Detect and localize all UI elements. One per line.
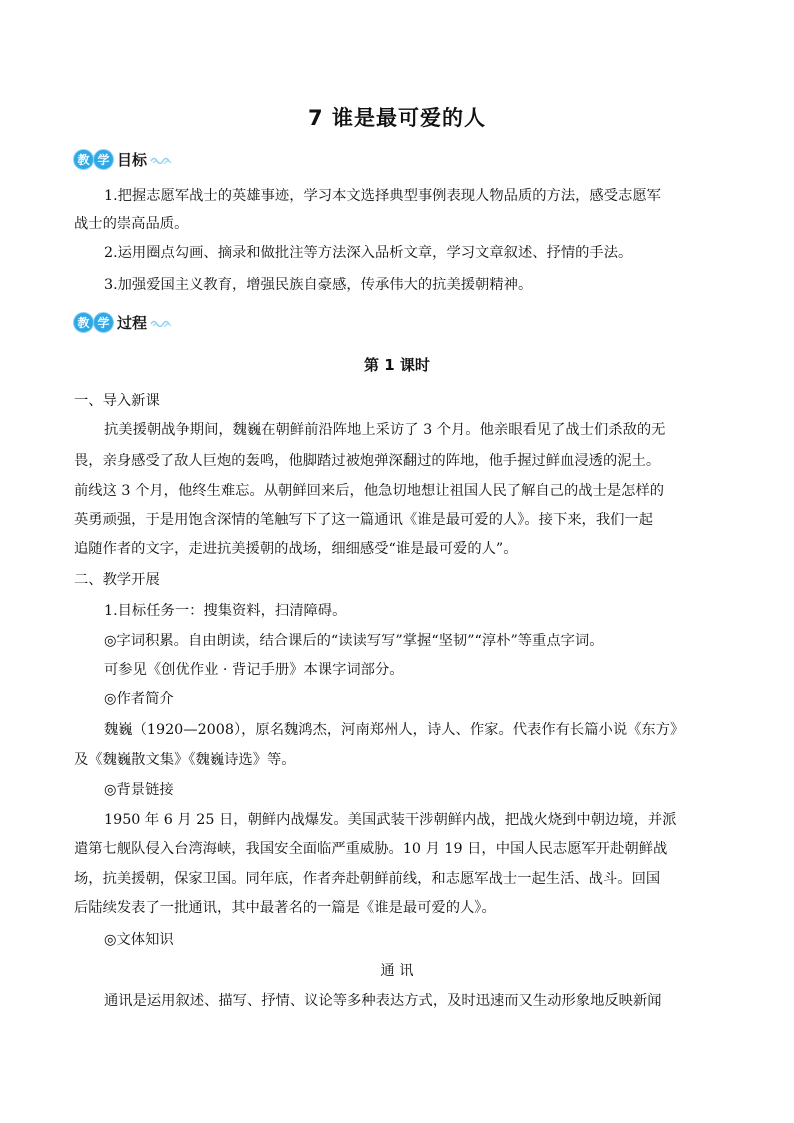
intro-line: 前线这 3 个月，他终生难忘。从朝鲜回来后，他急切地想让祖国人民了解自己的战士是怎样的: [74, 483, 665, 499]
page-title: 7 谁是最可爱的人: [308, 106, 486, 130]
goal-line: 1.把握志愿军战士的英雄事迹，学习本文选择典型事例表现人物品质的方法，感受志愿军: [104, 188, 661, 204]
background-line: 场，抗美援朝，保家卫国。同年底，作者奔赴朝鲜前线，和志愿军战士一起生活、战斗。回国: [74, 871, 661, 887]
wave-decoration-icon: [150, 317, 172, 327]
goal-line: 2.运用圈点勾画、摘录和做批注等方法深入品析文章，学习文章叙述、抒情的手法。: [104, 245, 633, 261]
wave-decoration-icon: [150, 154, 172, 164]
background-line: 遣第七舰队侵入台湾海峡，我国安全面临严重威胁。10 月 19 日，中国人民志愿军开赴朝鲜战: [74, 841, 668, 857]
author-line: 及《魏巍散文集》《魏巍诗选》等。: [74, 752, 296, 768]
background-heading: ◎背景链接: [104, 782, 174, 798]
section-badge: 教 学: [74, 150, 114, 169]
intro-line: 抗美援朝战争期间，魏巍在朝鲜前沿阵地上采访了 3 个月。他亲眼看见了战士们杀敌的无: [104, 422, 666, 438]
intro-line: 畏，亲身感受了敌人巨炮的轰鸣，他脚踏过被炮弹深翻过的阵地，他手握过鲜血浸透的泥土。: [74, 453, 661, 469]
author-heading: ◎作者简介: [104, 691, 174, 707]
section-label: 目标: [117, 150, 148, 169]
part-heading: 二、教学开展: [74, 572, 160, 588]
part-heading: 一、导入新课: [74, 393, 160, 409]
section-label: 过程: [117, 313, 148, 332]
intro-line: 追随作者的文字，走进抗美援朝的战场，细细感受“谁是最可爱的人”。: [74, 541, 518, 557]
genre-heading: ◎文体知识: [104, 932, 174, 948]
vocab-line: ◎字词积累。自由朗读，结合课后的“读读写写”掌握“坚韧”“淳朴”等重点字词。: [104, 633, 604, 649]
goal-line: 3.加强爱国主义教育，增强民族自豪感，传承伟大的抗美援朝精神。: [104, 277, 533, 293]
intro-line: 英勇顽强，于是用饱含深情的笔触写下了这一篇通讯《谁是最可爱的人》。接下来，我们一起: [74, 512, 654, 528]
background-line: 1950 年 6 月 25 日，朝鲜内战爆发。美国武装干涉朝鲜内战，把战火烧到中朝边境，并派: [104, 812, 677, 828]
section-heading-goals: [74, 146, 172, 172]
lesson-title: 第 1 课时: [364, 356, 430, 374]
background-line: 后陆续发表了一批通讯，其中最著名的一篇是《谁是最可爱的人》。: [74, 900, 496, 916]
genre-line: 通讯是运用叙述、描写、抒情、议论等多种表达方式，及时迅速而又生动形象地反映新闻: [104, 993, 662, 1009]
genre-title: 通 讯: [380, 963, 414, 979]
section-badge: 教 学: [74, 313, 114, 332]
task-line: 1.目标任务一：搜集资料，扫清障碍。: [104, 603, 347, 619]
section-heading-process: [74, 309, 172, 335]
vocab-reference: 可参见《创优作业 · 背记手册》本课字词部分。: [104, 662, 404, 678]
author-line: 魏巍（1920—2008），原名魏鸿杰，河南郑州人，诗人、作家。代表作有长篇小说《东方》: [104, 722, 685, 738]
goal-line: 战士的崇高品质。: [74, 216, 189, 232]
